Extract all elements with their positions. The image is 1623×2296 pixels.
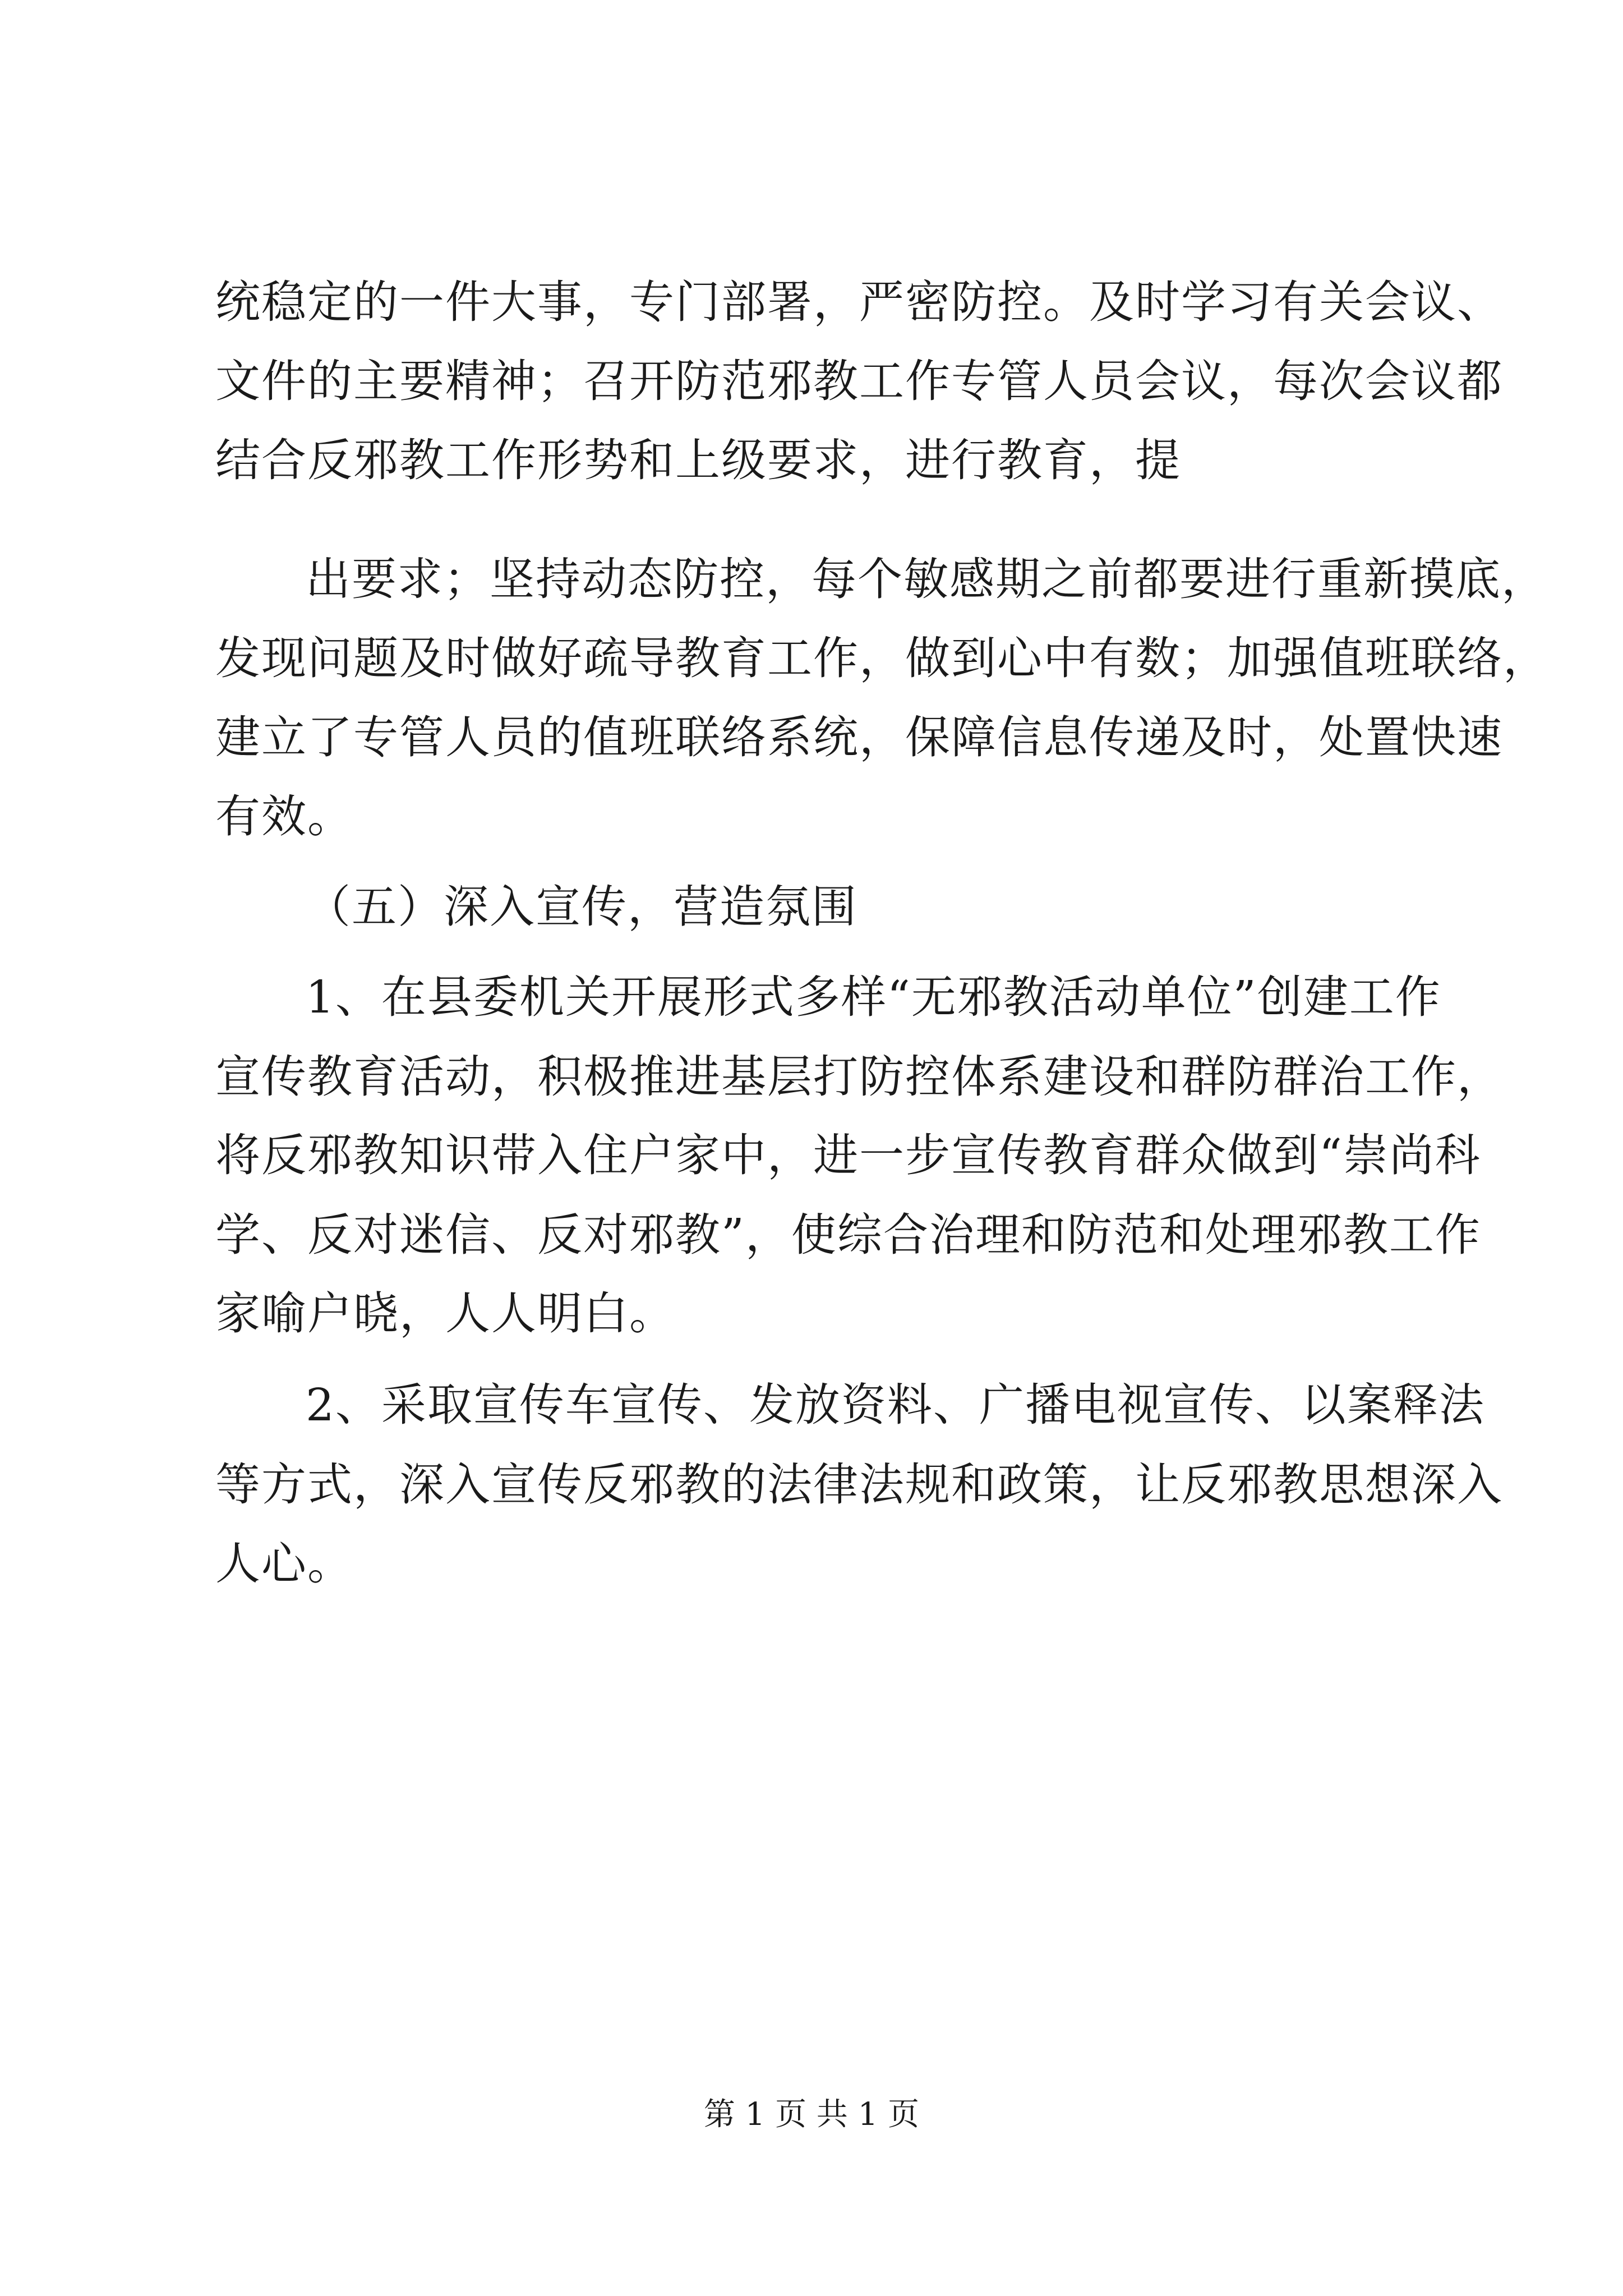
paragraph-line: 学、反对迷信、反对邪教”，使综合治理和防范和处理邪教工作 <box>215 1209 1481 1261</box>
paragraph-line: 文件的主要精神；召开防范邪教工作专管人员会议，每次会议都 <box>215 355 1503 407</box>
paragraph-line: 建立了专管人员的值班联络系统，保障信息传递及时，处置快速 <box>215 711 1503 763</box>
paragraph-line: 将反邪教知识带入住户家中，进一步宣传教育群众做到“崇尚科 <box>215 1129 1481 1181</box>
paragraph-line: 出要求；坚持动态防控，每个敏感期之前都要进行重新摸底， <box>306 553 1547 605</box>
paragraph-line: 家喻户晓，人人明白。 <box>215 1287 675 1340</box>
paragraph-line: 宣传教育活动，积极推进基层打防控体系建设和群防群治工作， <box>215 1051 1503 1103</box>
page-footer: 第 1 页 共 1 页 <box>703 2096 920 2133</box>
paragraph-line: 统稳定的一件大事，专门部署，严密防控。及时学习有关会议、 <box>215 276 1503 328</box>
paragraph-line: 1、在县委机关开展形式多样“无邪教活动单位”创建工作 <box>306 971 1441 1023</box>
paragraph-line: 发现问题及时做好疏导教育工作，做到心中有数；加强值班联络， <box>215 632 1549 684</box>
paragraph-line: 人心。 <box>215 1538 353 1590</box>
section-heading: （五）深入宣传，营造氛围 <box>306 881 857 933</box>
paragraph-line: 等方式，深入宣传反邪教的法律法规和政策，让反邪教思想深入 <box>215 1458 1503 1511</box>
paragraph-line: 2、采取宣传车宣传、发放资料、广播电视宣传、以案释法 <box>306 1379 1485 1431</box>
paragraph-line: 结合反邪教工作形势和上级要求，进行教育，提 <box>215 434 1181 486</box>
paragraph-line: 有效。 <box>215 790 353 843</box>
